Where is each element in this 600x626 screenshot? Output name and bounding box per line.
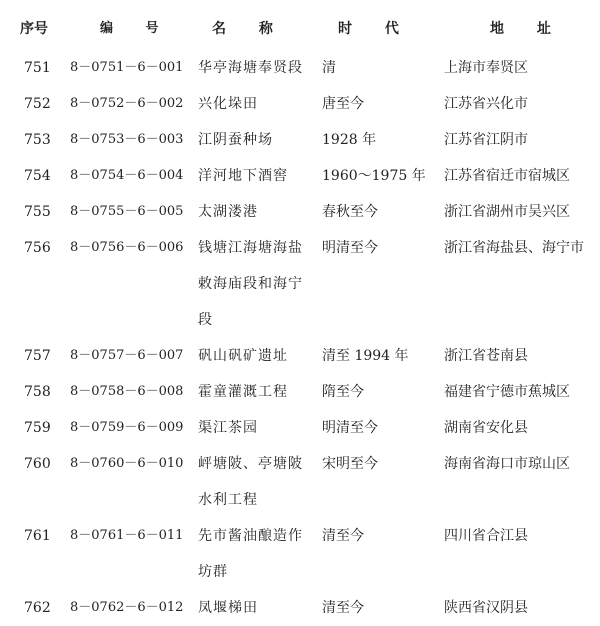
header-era: 时 代 bbox=[338, 21, 413, 37]
cell-name: 洋河地下酒窖 bbox=[198, 168, 288, 184]
cell-name: 霍童灌溉工程 bbox=[198, 384, 288, 400]
cell-addr: 江苏省宿迁市宿城区 bbox=[444, 168, 570, 184]
cell-name: 岼塘陂、亭塘陂水利工程 bbox=[198, 456, 303, 508]
header-code: 编 号 bbox=[100, 21, 173, 36]
cell-code: 8－0762－6－012 bbox=[70, 600, 184, 615]
cell-code: 8－0755－6－005 bbox=[70, 204, 184, 219]
cell-seq: 756 bbox=[24, 240, 51, 256]
cell-code: 8－0757－6－007 bbox=[70, 348, 184, 363]
cell-era: 清至今 bbox=[322, 600, 364, 616]
cell-addr: 湖南省安化县 bbox=[444, 420, 528, 436]
cell-code: 8－0756－6－006 bbox=[70, 240, 184, 255]
cell-code: 8－0760－6－010 bbox=[70, 456, 184, 471]
cell-addr: 陕西省汉阴县 bbox=[444, 600, 528, 616]
cell-addr: 浙江省苍南县 bbox=[444, 348, 528, 364]
cell-era: 春秋至今 bbox=[322, 204, 378, 220]
cell-seq: 760 bbox=[24, 456, 51, 472]
cell-era: 隋至今 bbox=[322, 384, 364, 400]
cell-name: 太湖溇港 bbox=[198, 204, 258, 220]
cell-name: 兴化垛田 bbox=[198, 96, 258, 112]
cell-name: 渠江茶园 bbox=[198, 420, 258, 436]
header-addr: 地 址 bbox=[490, 21, 565, 37]
cell-seq: 762 bbox=[24, 600, 51, 616]
cell-era: 清至 1994 年 bbox=[322, 348, 409, 364]
cell-seq: 758 bbox=[24, 384, 51, 400]
cell-code: 8－0753－6－003 bbox=[70, 132, 184, 147]
cell-addr: 福建省宁德市蕉城区 bbox=[444, 384, 570, 400]
cell-seq: 754 bbox=[24, 168, 51, 184]
cell-addr: 浙江省海盐县、海宁市 bbox=[444, 240, 584, 256]
cell-code: 8－0761－6－011 bbox=[70, 528, 184, 543]
cell-addr: 海南省海口市琼山区 bbox=[444, 456, 570, 472]
cell-era: 1960～1975 年 bbox=[322, 168, 426, 184]
cell-code: 8－0759－6－009 bbox=[70, 420, 184, 435]
cell-era: 清至今 bbox=[322, 528, 364, 544]
cell-seq: 751 bbox=[24, 60, 51, 76]
cell-era: 清 bbox=[322, 60, 336, 76]
cell-seq: 752 bbox=[24, 96, 51, 112]
cell-name: 江阴蚕种场 bbox=[198, 132, 273, 148]
cell-era: 唐至今 bbox=[322, 96, 364, 112]
cell-addr: 浙江省湖州市吴兴区 bbox=[444, 204, 570, 220]
cell-era: 明清至今 bbox=[322, 420, 378, 436]
cell-name: 凤堰梯田 bbox=[198, 600, 258, 616]
cell-name: 华亭海塘奉贤段 bbox=[198, 60, 303, 76]
cell-seq: 759 bbox=[24, 420, 51, 436]
cell-era: 1928 年 bbox=[322, 132, 377, 148]
cell-code: 8－0754－6－004 bbox=[70, 168, 184, 183]
cell-era: 明清至今 bbox=[322, 240, 378, 256]
cell-addr: 江苏省兴化市 bbox=[444, 96, 528, 112]
cell-addr: 江苏省江阴市 bbox=[444, 132, 528, 148]
cell-code: 8－0752－6－002 bbox=[70, 96, 184, 111]
cell-seq: 761 bbox=[24, 528, 51, 544]
cell-code: 8－0751－6－001 bbox=[70, 60, 184, 75]
cell-seq: 753 bbox=[24, 132, 51, 148]
cell-name: 钱塘江海塘海盐敕海庙段和海宁段 bbox=[198, 240, 303, 328]
cell-name: 矾山矾矿遗址 bbox=[198, 348, 288, 364]
cell-era: 宋明至今 bbox=[322, 456, 378, 472]
cell-name: 先市酱油酿造作坊群 bbox=[198, 528, 303, 580]
header-name: 名 称 bbox=[212, 21, 287, 37]
cell-code: 8－0758－6－008 bbox=[70, 384, 184, 399]
cell-seq: 757 bbox=[24, 348, 51, 364]
header-seq: 序号 bbox=[20, 21, 48, 37]
cell-addr: 上海市奉贤区 bbox=[444, 60, 528, 76]
cell-seq: 755 bbox=[24, 204, 51, 220]
cell-addr: 四川省合江县 bbox=[444, 528, 528, 544]
